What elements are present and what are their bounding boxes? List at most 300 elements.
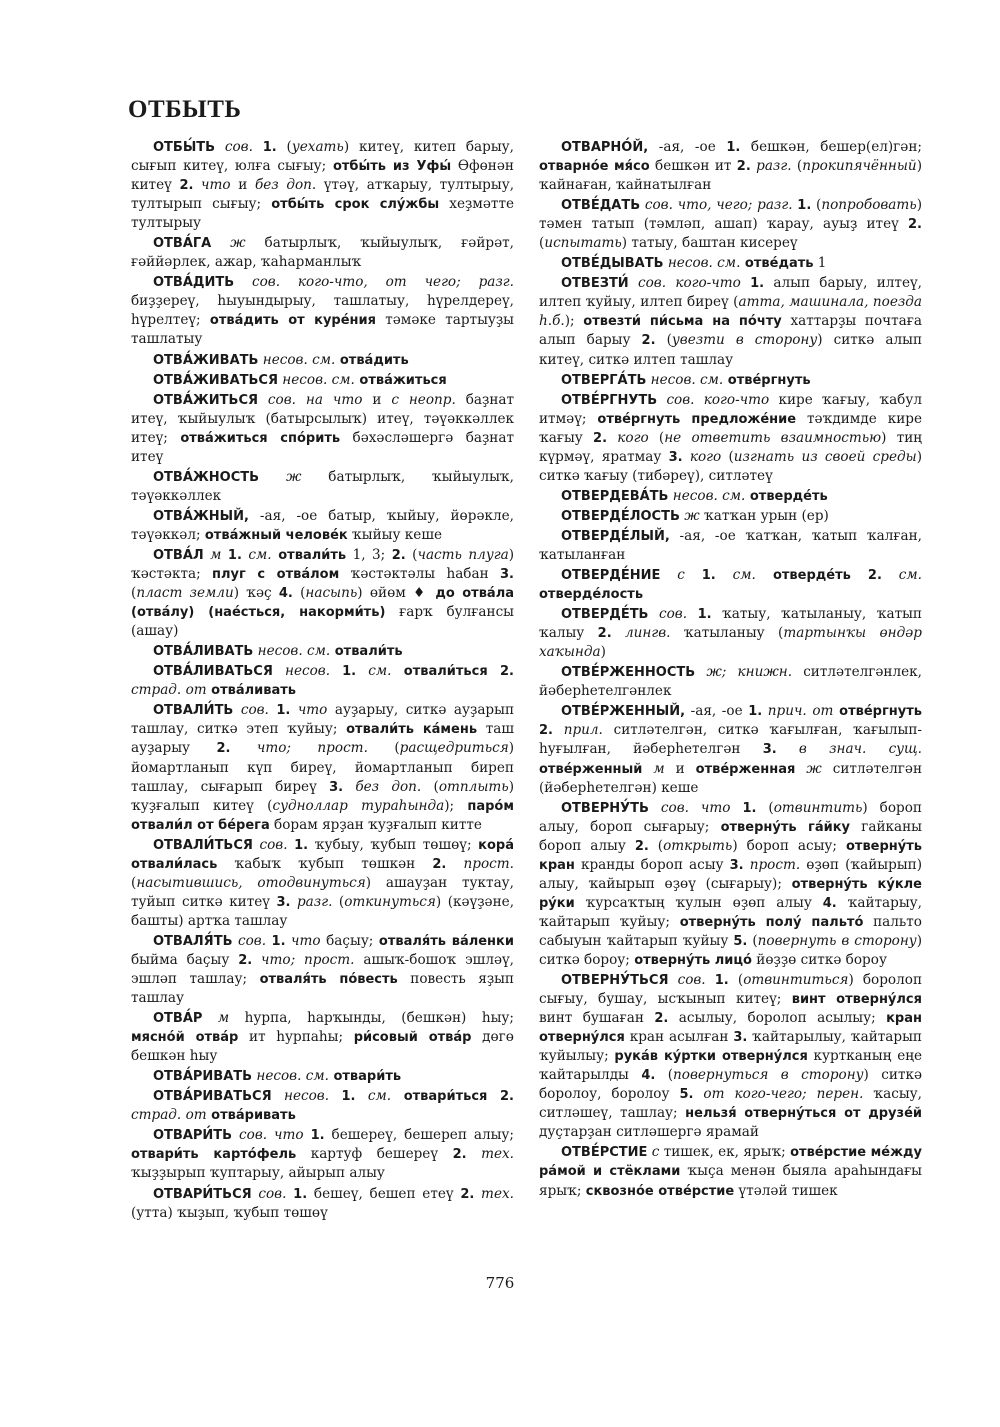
grammar-note: часть плуга <box>417 546 509 563</box>
headword-or-phrase: ОТВЕ́РЖЕННОСТЬ <box>561 665 696 681</box>
headword-or-phrase: плуг с отва́лом <box>212 567 340 583</box>
definition-text: ( <box>332 893 345 910</box>
headword-or-phrase: ОТВЕ́РГНУТЬ <box>561 392 658 408</box>
page-header: ОТБЫТЬ <box>128 96 242 123</box>
definition-text: ситләтелгәнлек, йәберһетелгәнлек <box>539 664 922 700</box>
dictionary-entry <box>131 371 514 390</box>
dictionary-entry <box>539 196 922 253</box>
headword-or-phrase: отвали́ть ка́мень <box>346 722 478 738</box>
grammar-note: пласт земли <box>136 585 234 602</box>
definition-text: ) боролоп сығыу, бушау, ысҡынып китеү; <box>539 972 923 1008</box>
headword-or-phrase: 1. <box>742 800 757 816</box>
headword-or-phrase: ОТВА́ЛИВАТЬ <box>153 644 254 660</box>
grammar-note: сов. кого-что <box>628 275 751 292</box>
headword-or-phrase: отверну́ть полу́ пальто́ <box>679 914 864 930</box>
headword-or-phrase: 4. <box>641 1068 656 1084</box>
headword-or-phrase: ОТВА́ЖИВАТЬСЯ <box>153 372 278 388</box>
definition-text: таш ауҙарыу <box>131 721 514 757</box>
definition-text: биҙҙереү, һыуындырыу, ташлатыу, һүрелдереү, һүрелтеү; <box>131 293 514 329</box>
headword-or-phrase: 1. <box>797 198 812 214</box>
headword-or-phrase: ОТВА́ЛИВАТЬСЯ <box>153 664 273 680</box>
grammar-note: страд. от <box>131 682 207 699</box>
definition-text: бешкән, бешер(ел)гән; <box>740 139 922 155</box>
grammar-note: ж; книжн. <box>695 664 793 681</box>
dictionary-entry <box>539 487 922 506</box>
definition-text: ситләтелгән (йәберһетелгән) кеше <box>539 760 923 796</box>
grammar-note: откинуться <box>344 893 436 910</box>
headword-or-phrase: ОТВЕРДЕ́НИЕ <box>561 568 661 584</box>
headword-or-phrase: 1. <box>310 1128 325 1144</box>
definition-text: ( <box>811 197 822 214</box>
dictionary-entry <box>539 274 922 369</box>
grammar-note: сов. кого-что <box>657 391 770 408</box>
headword-or-phrase: ОТБЫ́ТЬ <box>153 140 216 155</box>
grammar-note: кого <box>682 448 722 465</box>
grammar-note: прич. от <box>762 703 834 720</box>
headword-or-phrase: ОТВЕ́ДАТЬ <box>561 198 641 214</box>
headword-or-phrase: отварно́е мя́со <box>539 159 650 175</box>
definition-text: ( <box>405 546 418 563</box>
headword-or-phrase: 1. <box>271 933 286 949</box>
definition-text: ) ҡәҫ <box>233 585 279 602</box>
headword-or-phrase: ОТВАЛЯ́ТЬ <box>153 933 233 949</box>
grammar-note: попробовать <box>821 197 917 214</box>
headword-or-phrase: кран отверну́лся <box>539 1011 922 1046</box>
grammar-note: сов. <box>232 932 272 949</box>
definition-text: ҡурсаҡтың ҡулын өҙөп алыу <box>574 894 823 911</box>
definition-text: дуҫтарҙан ситләшергә ярамай <box>539 1124 759 1141</box>
grammar-note: тех. <box>474 1185 514 1202</box>
definition-text: бешереү, бешереп алыу; <box>324 1127 515 1144</box>
definition-text: Өфөнән китеү <box>131 158 514 194</box>
grammar-note: увезти в сторону <box>671 332 818 349</box>
grammar-note: в знач. сущ. <box>776 741 922 758</box>
definition-text: 1, 3; <box>346 546 392 563</box>
dictionary-entry <box>131 273 514 349</box>
grammar-note: см. <box>355 1088 392 1105</box>
headword-or-phrase: 1. <box>342 664 357 680</box>
headword-or-phrase: ОТВА́РИВАТЬ <box>153 1069 253 1085</box>
definition-text: борам ярҙан ҡуҙғалып китте <box>269 816 482 833</box>
grammar-note: судноллар тураһында <box>272 797 445 814</box>
dictionary-entry <box>539 391 922 486</box>
definition-text: кран асылған <box>624 1029 734 1046</box>
dictionary-entry <box>131 1185 514 1223</box>
definition-text: дөгө бешкән һыу <box>131 1029 514 1065</box>
definition-text: ҡасыу, ситләшеү, ташлау; <box>539 1086 922 1122</box>
headword-or-phrase: 1. <box>276 703 291 719</box>
definition-text: ашыҡ-бошоҡ эшләү, эшләп ташлау; <box>131 951 514 988</box>
headword-or-phrase: отва́жный челове́к <box>204 527 348 543</box>
definition-text: ҡатыу, ҡатыланыу, ҡатып ҡалыу <box>539 606 922 642</box>
headword-or-phrase: ОТВА́ЖИТЬСЯ <box>153 392 259 408</box>
grammar-note: тартынҡы өндәр хаҡында <box>539 625 922 661</box>
grammar-note: м <box>203 546 228 563</box>
definition-text: ( <box>131 874 137 891</box>
grammar-note: ж <box>211 235 246 252</box>
grammar-note: несов. см. <box>668 487 746 504</box>
headword-or-phrase: отбы́ть из Уфы́ <box>332 159 452 175</box>
headword-or-phrase: 1. <box>697 607 712 623</box>
grammar-note: отплыть <box>438 778 509 795</box>
definition-text: -ая, -ое батыр, ҡыйыу, йөрәкле, тәүәккәл; <box>131 507 514 543</box>
headword-or-phrase: отверну́ть га́йку <box>720 819 851 835</box>
headword-or-phrase: ОТВА́ЖНЫЙ, <box>153 508 249 524</box>
headword-or-phrase: до отва́ла (отва́лу) (нае́сться, накорми́ть) <box>131 586 514 621</box>
headword-or-phrase: ОТВЕРГА́ТЬ <box>561 372 647 388</box>
headword-or-phrase: 2. <box>432 856 447 872</box>
definition-text: ) ҡәстәкта; <box>131 546 515 583</box>
grammar-note: сов. что <box>232 1127 311 1144</box>
definition-text: ( <box>756 799 774 816</box>
headword-or-phrase: ОТВАЛИ́ТЬ <box>153 703 234 719</box>
definition-text: ) китеү, китеп барыу, сығып китеү, юлға сығыу; <box>131 139 515 175</box>
grammar-note: что; прост. <box>252 951 355 968</box>
definition-text: ( <box>747 932 758 949</box>
grammar-note: расщедриться <box>399 740 509 757</box>
definition-text: винт бушаған <box>539 1010 655 1027</box>
grammar-note: сов. <box>668 972 715 989</box>
grammar-note: что <box>193 177 231 194</box>
grammar-note: лингв. <box>611 625 671 642</box>
headword-or-phrase: ОТВА́ЖИВАТЬ <box>153 352 259 368</box>
definition-text: ) ҡуҙғалып китеү ( <box>131 778 514 814</box>
headword-or-phrase: 1. <box>227 547 242 563</box>
grammar-note: прокипячённый <box>802 158 917 175</box>
headword-or-phrase: 3. <box>500 567 514 583</box>
grammar-note: см. <box>715 567 756 584</box>
headword-or-phrase: ОТВАРИ́ТЬ <box>153 1128 233 1144</box>
headword-or-phrase: отве́рженный <box>539 761 643 777</box>
grammar-note: ж <box>679 507 700 524</box>
headword-or-phrase: кора́ отвали́лась <box>131 837 514 872</box>
right-column <box>539 138 922 1201</box>
grammar-note: повернуть в сторону <box>757 932 917 949</box>
definition-text: (утта) ҡыҙып, ҡубып төшөү <box>131 1204 328 1221</box>
grammar-note: см. <box>356 663 392 680</box>
definition-text: ) йомартланып күп биреү, йомартланып биреп ташлау, сығарып биреү <box>131 740 515 795</box>
headword-or-phrase: 3. <box>762 742 777 758</box>
headword-or-phrase: отвезти́ пи́сьма на по́чту <box>583 314 782 330</box>
definition-text: ( <box>655 1067 674 1084</box>
grammar-note: сов. <box>251 1185 294 1202</box>
definition-text: ) ситкә боролоу, боролоу <box>539 1067 923 1103</box>
definition-text: ) өйөм ♦ <box>357 585 436 602</box>
definition-text: һурпа, һарҡынды, (бешкән) һыу; <box>229 1010 514 1027</box>
dictionary-entry <box>131 138 514 233</box>
definition-text: батырлыҡ, ҡыйыулыҡ, тәүәккәллек <box>131 468 514 504</box>
grammar-note: с <box>647 1144 660 1161</box>
headword-or-phrase: ОТВЕЗТИ́ <box>561 276 629 292</box>
grammar-note: м <box>202 1010 230 1027</box>
definition-text: -ая, -ое <box>685 703 749 720</box>
grammar-note: разг. <box>290 893 333 910</box>
headword-or-phrase: 4. <box>278 586 293 602</box>
headword-or-phrase: 2. <box>641 333 656 349</box>
headword-or-phrase: 1. <box>293 1186 308 1202</box>
definition-text: ҡубыу, ҡубып төшөү; <box>308 836 479 853</box>
definition-text: өҙөп (ҡайырып) алыу, ҡайырып өҙөү (сығарыу); <box>539 856 922 892</box>
headword-or-phrase: отве́дать <box>740 256 814 272</box>
headword-or-phrase: ОТВЕ́РЖЕННЫЙ, <box>561 704 686 720</box>
headword-or-phrase: 1. <box>262 140 277 155</box>
headword-or-phrase: отве́рженная <box>695 761 796 777</box>
grammar-note: атта, машинала, поезда һ.б. <box>539 294 922 330</box>
grammar-note: прил. <box>552 722 603 739</box>
definition-text: картуф бешереү <box>296 1146 453 1163</box>
definition-text: ( <box>728 972 744 989</box>
dictionary-entry <box>131 507 514 545</box>
headword-or-phrase: сквозно́е отве́рстие <box>585 1183 735 1199</box>
headword-or-phrase: 3. <box>733 1030 748 1046</box>
headword-or-phrase: отве́ргнуть 2. <box>539 704 922 739</box>
grammar-note: прост. <box>743 856 801 873</box>
definition-text: тәмәке тартыуҙы ташлатыу <box>131 312 514 348</box>
dictionary-entry <box>131 1126 514 1183</box>
headword-or-phrase: 2. <box>216 741 231 757</box>
headword-or-phrase: 2. <box>179 178 194 194</box>
definition-text: хеҙмәтте тултырыу <box>131 196 515 232</box>
grammar-note: уехать <box>291 139 344 155</box>
grammar-note: с <box>660 567 702 584</box>
definition-text: баҫыу; <box>320 932 379 949</box>
headword-or-phrase: 2. <box>238 952 253 968</box>
dictionary-entry <box>131 1009 514 1066</box>
grammar-note: тех. <box>466 1146 514 1163</box>
definition-text: ) ситкә алып китеү, ситкә илтеп ташлау <box>539 332 922 368</box>
definition-text: ( <box>791 158 803 175</box>
grammar-note: м <box>642 760 665 777</box>
definition-text: -ая, -ое ҡатҡан, ҡатып ҡалған, ҡатыланған <box>539 527 922 563</box>
definition-text: кире ҡағыу, ҡабул итмәү; <box>539 391 922 427</box>
definition-text: ( <box>721 448 734 465</box>
grammar-note: отвинтить <box>773 799 863 816</box>
headword-or-phrase: 5. <box>679 1087 694 1103</box>
headword-or-phrase: ОТВА́ГА <box>153 236 212 252</box>
headword-or-phrase: отве́ргнуть предложе́ние <box>597 411 797 427</box>
grammar-note: без доп. <box>343 778 422 795</box>
dictionary-entry <box>539 527 922 565</box>
dictionary-entry <box>131 836 514 931</box>
definition-text: ); <box>444 797 468 814</box>
dictionary-entry <box>131 351 514 370</box>
definition-text: ҡатҡан урын (ер) <box>699 507 829 524</box>
grammar-note: сов. что <box>648 799 743 816</box>
headword-or-phrase: 3. <box>276 894 291 910</box>
definition-text: ( <box>655 332 672 349</box>
dictionary-entry <box>539 371 922 390</box>
definition-text: ) ашауҙан туктау, туйып ситкә китеү <box>131 874 514 910</box>
definition-text: и <box>664 760 696 777</box>
grammar-note: без доп. <box>254 177 317 194</box>
grammar-note: сов. <box>215 139 263 155</box>
grammar-note: разг. <box>750 158 792 175</box>
dictionary-entry <box>131 662 514 700</box>
dictionary-entry <box>131 234 514 272</box>
dictionary-entry <box>539 971 922 1142</box>
dictionary-entry <box>539 702 922 797</box>
dictionary-entry <box>539 138 922 195</box>
headword-or-phrase: отва́житься <box>354 372 447 388</box>
grammar-note: несов. см. <box>277 371 355 388</box>
definition-text: ) ситкә бороу; <box>539 932 923 968</box>
dictionary-entry <box>131 1067 514 1086</box>
dictionary-entry <box>539 507 922 526</box>
headword-or-phrase: ОТВЕРДЕВА́ТЬ <box>561 488 669 504</box>
definition-text: ( <box>648 429 665 446</box>
dictionary-entry <box>131 701 514 834</box>
headword-or-phrase: отверде́лость <box>539 587 644 603</box>
grammar-note: сов. <box>252 836 295 853</box>
grammar-note: с неопр. <box>391 391 456 408</box>
headword-or-phrase: ри́совый отва́р <box>353 1030 472 1046</box>
definition-text: ҡыйыу кеше <box>347 526 443 543</box>
definition-text: ( <box>421 778 439 795</box>
headword-or-phrase: 1. <box>748 704 763 720</box>
definition-text: кранды бороп асыу <box>574 856 730 873</box>
headword-or-phrase: 1. <box>294 837 309 853</box>
grammar-note: что; прост. <box>230 740 368 757</box>
headword-or-phrase: 2. <box>391 547 406 563</box>
definition-text: ҡыҙҙырып ҡуптарыу, айырып алыу <box>131 1165 385 1182</box>
dictionary-entry <box>539 254 922 273</box>
headword-or-phrase: ОТВАРНО́Й, <box>561 140 649 155</box>
headword-or-phrase: ОТВА́ЖНОСТЬ <box>153 469 260 485</box>
definition-text: ҡайтарылыу, ҡайтарып ҡуйылыу; <box>539 1029 922 1065</box>
headword-or-phrase: 2. <box>452 1147 467 1163</box>
definition-text: тәҡдимде кире ҡағыу <box>539 410 923 446</box>
grammar-note: прост. <box>446 855 514 872</box>
grammar-note: что <box>285 932 321 949</box>
definition-text: ) <box>600 644 606 661</box>
grammar-note: сов. <box>233 702 277 719</box>
definition-text: ) татыу, баштан кисереү <box>621 235 798 252</box>
definition-text: ) ситкә ҡағыу (тибәреү), ситләтеү <box>539 448 923 484</box>
headword-or-phrase: отвари́ть <box>328 1069 402 1085</box>
headword-or-phrase: ОТВЕРДЕ́ЛОСТЬ <box>561 508 680 524</box>
definition-text: ҡыҫа менән быяла араһындағы ярыҡ; <box>539 1163 922 1199</box>
grammar-note: насытившись, отодвинуться <box>136 874 366 891</box>
definition-text: тишек, ек, ярыҡ; <box>659 1144 791 1161</box>
headword-or-phrase: отва́ривать <box>206 1108 296 1124</box>
headword-or-phrase: 2. <box>460 1186 475 1202</box>
grammar-note: что <box>290 702 328 719</box>
definition-text: ( <box>292 585 306 602</box>
definition-text: үтәләй тишек <box>734 1182 838 1199</box>
headword-or-phrase: отва́дить <box>335 352 409 368</box>
grammar-note: несов. <box>271 1088 342 1105</box>
grammar-note: кого <box>607 429 649 446</box>
definition-text: ) тиң күрмәү, яратмау <box>539 429 923 465</box>
headword-or-phrase: ОТВЕ́РСТИЕ <box>561 1145 648 1161</box>
headword-or-phrase: ОТВА́РИВАТЬСЯ <box>153 1089 272 1105</box>
headword-or-phrase: отверде́ть <box>745 488 828 504</box>
grammar-note: открыть <box>663 837 733 854</box>
definition-text: гайканы бороп алыу <box>539 818 922 854</box>
definition-text: ( <box>539 235 545 252</box>
dictionary-entry <box>539 1143 922 1200</box>
definition-text: батырлыҡ, ҡыйыулыҡ, ғәйрәт, ғәййәрлек, ажар, ҡаһарманлыҡ <box>131 235 514 271</box>
headword-or-phrase: 1. <box>726 140 741 155</box>
definition-text: бәхәсләшергә баҙнат итеү <box>131 429 514 465</box>
headword-or-phrase: 2. <box>593 430 608 446</box>
definition-text: ауҙарыу, ситкә ауҙарып ташлау, ситкә этеп ҡуйыу; <box>131 702 514 738</box>
definition-text: ҡатыланыу ( <box>670 625 784 642</box>
definition-text: үтәү, атҡарыу, тултырыу, тултырып сығыу; <box>131 177 515 213</box>
grammar-note: насыпь <box>305 585 358 602</box>
grammar-note: сов. на что <box>258 391 363 408</box>
headword-or-phrase: отваля́ть по́весть <box>259 972 398 988</box>
definition-text: ) тәмен татып (тәмләп, ашап) ҡарау, ауыҙ итеү <box>539 197 922 233</box>
definition-text: алып барыу, илтеү, илтеп ҡуйыу, илтеп биреү ( <box>539 275 922 311</box>
definition-text: 1 <box>813 255 827 272</box>
definition-text: пальто сабыуын ҡайтарып ҡуйыу <box>539 913 922 949</box>
headword-or-phrase: ОТВЕРДЕ́ЛЫЙ, <box>561 528 670 544</box>
headword-or-phrase: 5. <box>733 933 748 949</box>
dictionary-entry <box>131 391 514 467</box>
definition-text: ) бороп асыу; <box>732 837 846 854</box>
grammar-note: от кого-чего; перен. <box>693 1086 864 1103</box>
grammar-note: несов. см. <box>646 371 724 388</box>
headword-or-phrase: отвали́ть <box>271 547 347 563</box>
definition-text: ҡабыҡ ҡубып төшкән <box>217 855 433 872</box>
definition-text: ( <box>367 740 400 757</box>
dictionary-entry <box>539 663 922 701</box>
definition-text: ғарҡ булғансы (ашау) <box>131 604 515 640</box>
headword-or-phrase: отверну́ть кран <box>539 838 923 873</box>
definition-text: ) ҡайнаған, ҡайнатылған <box>539 158 923 194</box>
grammar-note: сов. что, чего; разг. <box>640 197 798 214</box>
headword-or-phrase: ОТВЕРНУ́ТЬСЯ <box>561 973 669 989</box>
headword-or-phrase: отва́ливать <box>206 683 297 699</box>
headword-or-phrase: отверну́ть лицо́ <box>634 952 752 968</box>
headword-or-phrase: 2. <box>654 1011 669 1027</box>
headword-or-phrase: 1. <box>701 568 716 584</box>
grammar-note: не ответить взаимностью <box>664 429 882 446</box>
grammar-note: см. <box>881 567 923 584</box>
grammar-note: ж <box>259 468 302 485</box>
definition-text: ситләтелгән, ситкә ҡағылған, ҡағылып-һуғылған, йәберһетелгән <box>539 722 922 758</box>
definition-text: повесть яҙып ташлау <box>131 971 514 1007</box>
headword-or-phrase: ОТВА́Р <box>153 1011 203 1027</box>
headword-or-phrase: 2. <box>634 838 649 854</box>
headword-or-phrase: рука́в ку́ртки отверну́лся <box>614 1049 808 1065</box>
definition-text: бешкән ит <box>649 158 737 175</box>
definition-text: быйма баҫыу <box>131 951 239 968</box>
headword-or-phrase: отвари́ться 2. <box>391 1089 514 1105</box>
dictionary-entry <box>131 642 514 661</box>
definition-text: хаттарҙы почтаға алып барыу <box>539 313 922 349</box>
headword-or-phrase: нельзя́ отверну́ться от друзе́й <box>685 1106 922 1122</box>
headword-or-phrase: отбы́ть срок слу́жбы <box>271 197 440 213</box>
dictionary-entry <box>131 1087 514 1125</box>
headword-or-phrase: отвали́ть <box>330 644 403 660</box>
definition-text: баҙнат итеү, ҡыйыулыҡ (батырсылыҡ) итеү, тәүәккәллек итеү; <box>131 391 515 446</box>
definition-text: ); <box>564 313 584 330</box>
headword-or-phrase: 1. <box>714 973 729 989</box>
grammar-note: см. <box>241 546 272 563</box>
headword-or-phrase: отва́житься спо́рить <box>180 430 341 446</box>
definition-text: ( <box>131 585 137 602</box>
grammar-note: несов. см. <box>663 255 741 272</box>
headword-or-phrase: ОТВЕРДЕ́ТЬ <box>561 607 649 623</box>
headword-or-phrase: отваля́ть ва́ленки <box>378 933 514 949</box>
definition-text: ҡайтарыу, ҡайтарып ҡуйыу; <box>539 894 922 930</box>
headword-or-phrase: 2. <box>736 159 751 175</box>
dictionary-entry <box>131 546 514 641</box>
dictionary-entry <box>539 605 922 662</box>
headword-or-phrase: 4. <box>822 895 837 911</box>
